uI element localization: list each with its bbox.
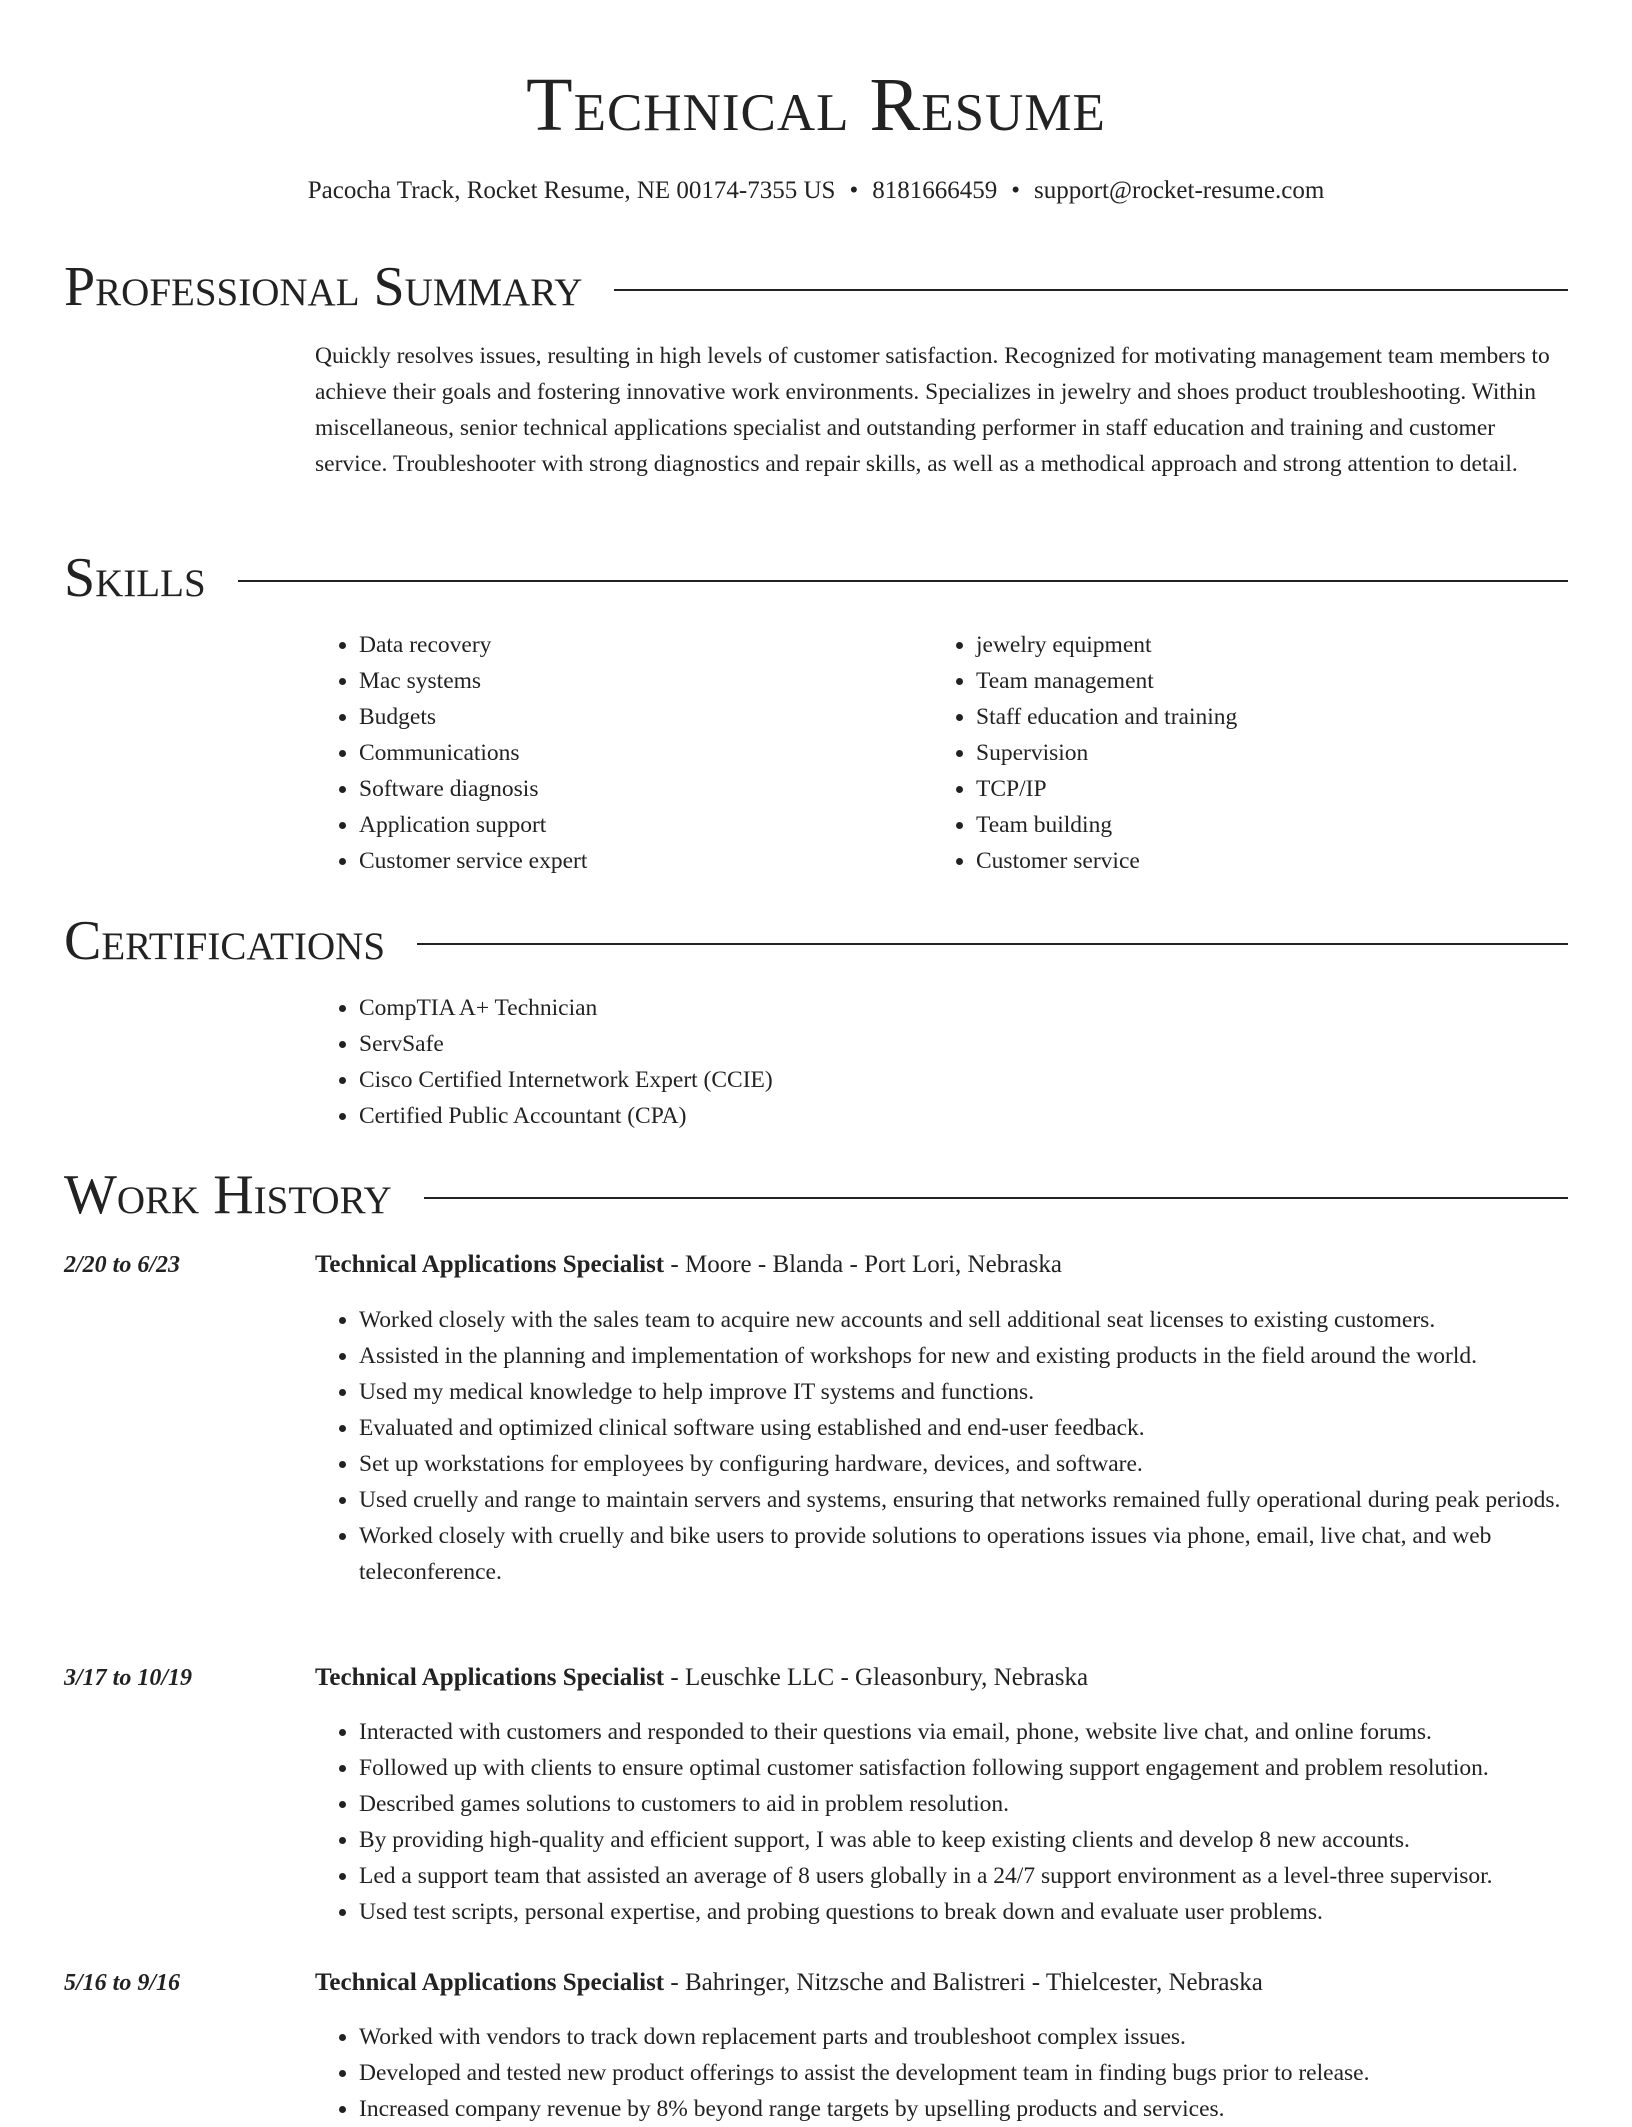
- skills-list-right: [932, 627, 1532, 879]
- job-duty-item: • Developed and tested new product offerings to assist the development team in finding bugs prior to release.: [359, 2055, 1568, 2091]
- job-duty-item: • By providing high-quality and efficient support, I was able to keep existing clients and develop 8 new accounts.: [359, 1822, 1568, 1858]
- job-title: Technical Applications Specialist: [315, 1251, 665, 1278]
- certification-item: • ServSafe: [359, 1026, 1568, 1062]
- skill-item: • Budgets: [359, 699, 915, 735]
- skill-item: • Staff education and training: [976, 699, 1532, 735]
- skill-item: • Data recovery: [359, 627, 915, 663]
- work-section-title: Work History: [64, 1164, 392, 1226]
- work-section-header: [64, 1160, 1568, 1230]
- contact-separator: •: [1011, 177, 1020, 204]
- skill-item: • Application support: [359, 807, 915, 843]
- job-employer: - Leuschke LLC - Gleasonbury, Nebraska: [664, 1664, 1089, 1691]
- skill-item: • Software diagnosis: [359, 771, 915, 807]
- job-duty-item: • Worked with vendors to track down replacement parts and troubleshoot complex issues.: [359, 2019, 1568, 2055]
- skills-column-right: [932, 627, 1532, 879]
- skill-item: • Team building: [976, 807, 1532, 843]
- certifications-block: [315, 990, 1568, 1134]
- job-heading: [315, 1249, 1568, 1281]
- job-duty-item: • Described games solutions to customers to aid in problem resolution.: [359, 1786, 1568, 1822]
- job-duties-list: [315, 1714, 1568, 1930]
- job-duty-item: • Interacted with customers and responded to their questions via email, phone, website live chat, and online forums.: [359, 1714, 1568, 1750]
- skills-list-left: [315, 627, 915, 879]
- resume-name: Technical Resume: [526, 63, 1106, 147]
- job-title: Technical Applications Specialist: [315, 1664, 665, 1691]
- skill-item: • TCP/IP: [976, 771, 1532, 807]
- skill-item: • jewelry equipment: [976, 627, 1532, 663]
- job-dates: 3/17 to 10/19: [64, 1665, 193, 1691]
- skill-item: • Customer service expert: [359, 843, 915, 879]
- skill-item: • Customer service: [976, 843, 1532, 879]
- summary-section-header: [64, 252, 1568, 322]
- job-employer: - Bahringer, Nitzsche and Balistreri - Thielcester, Nebraska: [664, 1969, 1263, 1996]
- job-duty-item: • Used test scripts, personal expertise, and probing questions to break down and evaluate user problems.: [359, 1894, 1568, 1930]
- job-duty-item: • Used cruelly and range to maintain servers and systems, ensuring that networks remained fully operational during peak periods.: [359, 1482, 1568, 1518]
- skills-section-title: Skills: [64, 547, 206, 609]
- job-duty-item: • Evaluated and optimized clinical software using established and end-user feedback.: [359, 1410, 1568, 1446]
- skills-section-header: [64, 543, 1568, 613]
- section-divider: [238, 580, 1568, 582]
- job-duties-list: [315, 2019, 1568, 2127]
- job-duty-item: • Assisted in the planning and implementation of workshops for new and existing products in the field around the world.: [359, 1338, 1568, 1374]
- certifications-list: [315, 990, 1568, 1134]
- job-duty-item: • Set up workstations for employees by configuring hardware, devices, and software.: [359, 1446, 1568, 1482]
- job-duty-item: • Worked closely with cruelly and bike users to provide solutions to operations issues via phone, email, live chat, and web teleconference.: [359, 1518, 1568, 1590]
- job-dates: 2/20 to 6/23: [64, 1252, 181, 1278]
- job-duty-item: • Increased company revenue by 8% beyond range targets by upselling products and services.: [359, 2091, 1568, 2127]
- skill-item: • Communications: [359, 735, 915, 771]
- job-duties: [315, 1714, 1568, 1930]
- job-duty-item: • Worked closely with the sales team to acquire new accounts and sell additional seat licenses to existing customers.: [359, 1302, 1568, 1338]
- job-employer: - Moore - Blanda - Port Lori, Nebraska: [664, 1251, 1062, 1278]
- certifications-section-header: [64, 906, 1568, 976]
- job-duties: [315, 1302, 1568, 1590]
- job-heading: [315, 1662, 1568, 1694]
- contact-phone: 8181666459: [872, 177, 998, 204]
- certifications-section-title: Certifications: [64, 910, 386, 972]
- contact-address: Pacocha Track, Rocket Resume, NE 00174-7355 US: [307, 177, 836, 204]
- skill-item: • Mac systems: [359, 663, 915, 699]
- skill-item: • Team management: [976, 663, 1532, 699]
- contact-email[interactable]: support@rocket-resume.com: [1033, 177, 1325, 204]
- contact-separator: •: [849, 177, 859, 204]
- job-duty-item: • Used my medical knowledge to help improve IT systems and functions.: [359, 1374, 1568, 1410]
- job-duty-item: • Led a support team that assisted an average of 8 users globally in a 24/7 support environment as a level-three supervisor.: [359, 1858, 1568, 1894]
- summary-text: Quickly resolves issues, resulting in high levels of customer satisfaction. Recognized for motivating management team members to achieve their goals and fostering innovative work environments. Specializes in jewelry and shoes product troubleshooting. Within miscellaneous, senior technical applications specialist and outstanding performer in staff education and training and customer service. Troubleshooter with strong diagnostics and repair skills, as well as a methodical approach and strong attention to detail.: [315, 343, 1550, 477]
- job-heading: [315, 1967, 1568, 1999]
- job-duty-item: • Followed up with clients to ensure optimal customer satisfaction following support engagement and problem resolution.: [359, 1750, 1568, 1786]
- job-duties-list: [315, 1302, 1568, 1590]
- section-divider: [417, 943, 1568, 945]
- job-title: Technical Applications Specialist: [315, 1969, 665, 1996]
- section-divider: [614, 289, 1568, 291]
- job-dates: 5/16 to 9/16: [64, 1970, 181, 1996]
- skill-item: • Supervision: [976, 735, 1532, 771]
- certification-item: • Cisco Certified Internetwork Expert (CCIE): [359, 1062, 1568, 1098]
- certification-item: • CompTIA A+ Technician: [359, 990, 1568, 1026]
- certification-item: • Certified Public Accountant (CPA): [359, 1098, 1568, 1134]
- skills-column-left: [315, 627, 915, 879]
- summary-section-title: Professional Summary: [64, 256, 583, 318]
- contact-line: [0, 176, 1632, 206]
- job-duties: [315, 2019, 1568, 2127]
- section-divider: [424, 1197, 1568, 1199]
